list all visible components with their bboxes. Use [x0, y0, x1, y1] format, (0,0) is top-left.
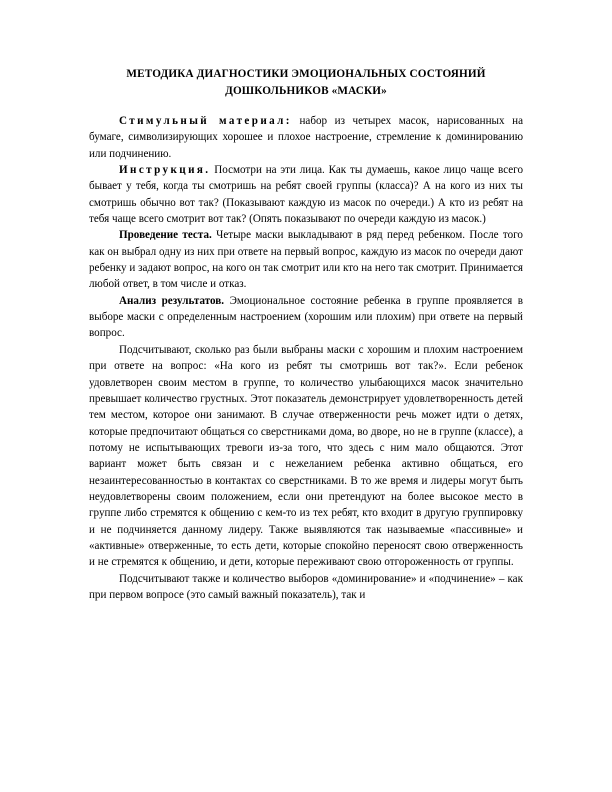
- paragraph-counting-first: [89, 342, 523, 571]
- text-counting-first: Подсчитывают, сколько раз были выбраны маски с хорошим и плохим настроением при ответе на вопрос: «На кого из ребят ты смотришь вот так?». Если ребенок удовлетворен своим местом в группе, то количество улыбающихся масок значительно превышает количество грустных. Этот показатель демонстрирует удовлетворенность детей тем местом, которое они занимают. В случае отверженности речь может идти о детях, которые предпочитают общаться со сверстниками дома, во дворе, но не в группе (классе), а потому не испытывающих тревоги из-за того, что здесь с ним мало общаются. Этот вариант может быть связан и с нежеланием ребенка активно общаться, его незаинтересованностью в контактах со сверстниками. В то же время и лидеры могут быть неудовлетворены своим положением, если они претендуют на более высокое место в группе либо стремятся к общению с кем-то из тех ребят, кто входит в другую группировку и не подчиняется данному лидеру. Также выявляются так называемые «пассивные» и «активные» отверженные, то есть дети, которые спокойно переносят свою отверженность и не стремятся к общению, и дети, которые переживают свою отгороженность от группы.: [89, 343, 523, 569]
- text-instruction: Посмотри на эти лица. Как ты думаешь, какое лицо чаще всего бывает у тебя, когда ты смотришь на ребят своей группы (класса)? А на кого из них ты смотришь обычно вот так? (Показывают каждую из масок по очереди.) А кто из ребят на тебя чаще всего смотрит вот так? (Опять показывают по очереди каждую из масок.): [89, 164, 523, 226]
- document-body: [89, 66, 523, 603]
- text-results-analysis: Эмоциональное состояние ребенка в группе проявляется в выборе маски с определенным настроением (хорошим или плохим) при ответе на первый вопрос.: [89, 294, 523, 340]
- paragraph-instruction: [89, 162, 523, 227]
- heading-results-analysis: Анализ результатов.: [119, 294, 225, 307]
- page-title: МЕТОДИКА ДИАГНОСТИКИ ЭМОЦИОНАЛЬНЫХ СОСТОЯНИЙ ДОШКОЛЬНИКОВ «МАСКИ»: [126, 68, 486, 97]
- paragraph-stimulus-material: [89, 113, 523, 162]
- heading-test-procedure: Проведение теста.: [119, 229, 212, 242]
- paragraph-counting-second: [89, 571, 523, 604]
- paragraph-test-procedure: [89, 227, 523, 292]
- paragraph-results-analysis: [89, 293, 523, 342]
- heading-stimulus-material: Стимульный материал:: [119, 115, 292, 127]
- text-test-procedure: Четыре маски выкладывают в ряд перед ребенком. После того как он выбрал одну из них при ответе на первый вопрос, каждую из масок по очереди дают ребенку и задают вопрос, на кого он так смотрит или кто на него так смотрит. Принимается любой ответ, в том числе и отказ.: [89, 229, 523, 291]
- text-counting-second: Подсчитывают также и количество выборов «доминирование» и «подчинение» – как при первом вопросе (это самый важный показатель), так и: [89, 572, 523, 601]
- heading-instruction: Инструкция.: [119, 164, 211, 177]
- text-stimulus-material: набор из четырех масок, нарисованных на бумаге, символизирующих хорошее и плохое настроение, стремление к доминированию или подчинению.: [89, 115, 523, 160]
